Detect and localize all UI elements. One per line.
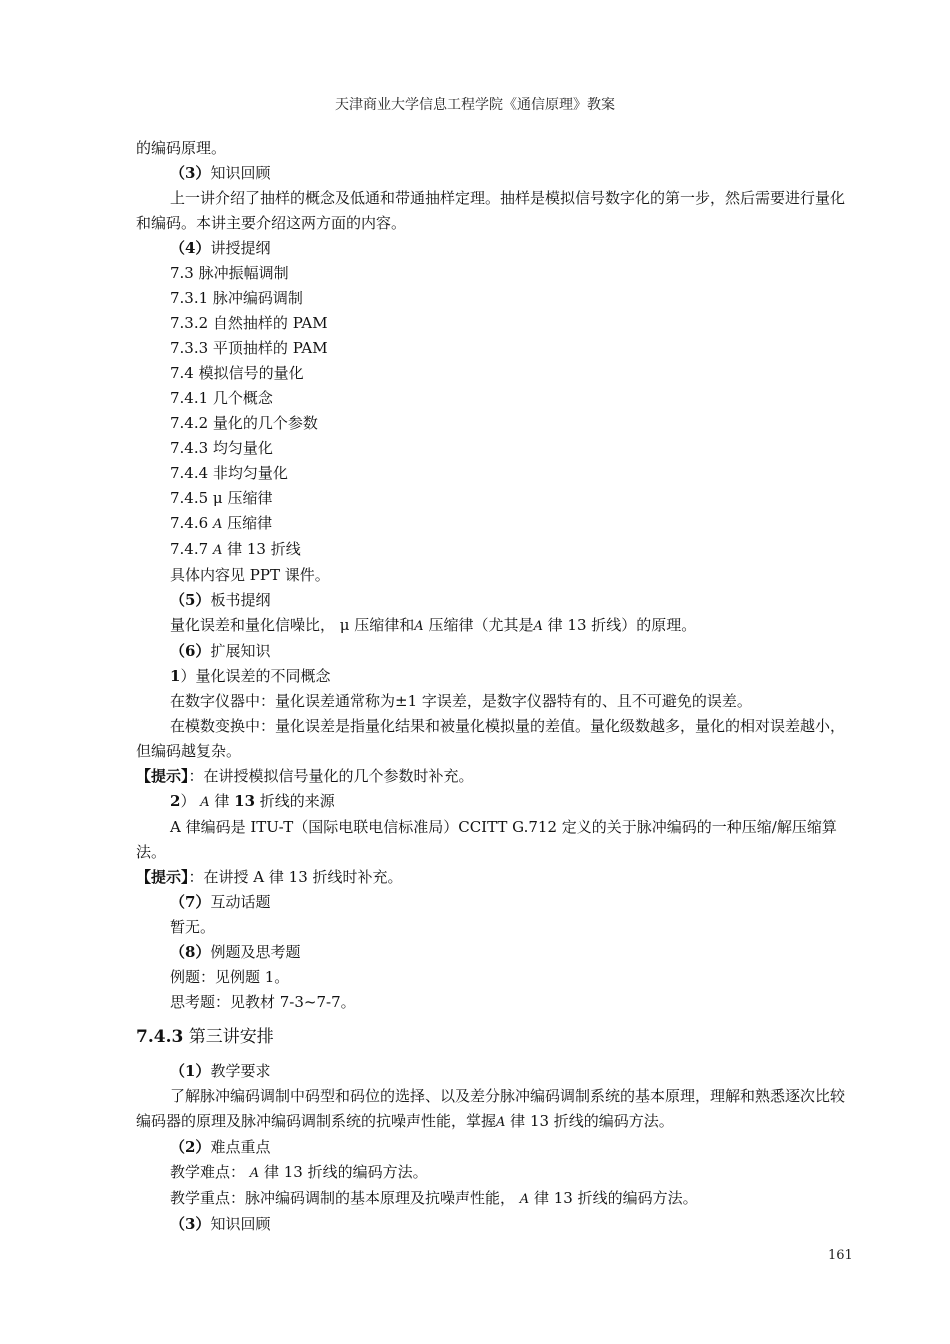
italic-symbol: A	[249, 1166, 260, 1181]
section-title: 第三讲安排	[183, 1027, 274, 1047]
hint-tag: 【提示】	[136, 767, 189, 785]
heading-number: （2）	[170, 1138, 211, 1156]
text: 律 13 折线的编码方法。	[259, 1163, 428, 1181]
italic-symbol: A	[496, 1115, 506, 1130]
text: ）	[180, 792, 201, 810]
paragraph	[136, 1160, 852, 1186]
subsection-heading	[136, 1212, 852, 1237]
outline-item: 7.4.3 均匀量化	[170, 439, 273, 457]
page-number: 161	[828, 1248, 853, 1263]
outline-item	[136, 537, 852, 563]
heading-number: （7）	[170, 893, 211, 911]
paragraph	[136, 136, 852, 161]
italic-symbol: A	[414, 619, 424, 634]
heading-number: （4）	[170, 239, 211, 257]
item-heading	[136, 664, 852, 689]
text: 压缩律（尤其是	[423, 616, 534, 634]
paragraph: 在数字仪器中：量化误差通常称为±1 字误差，是数字仪器特有的、且不可避免的误差。	[170, 692, 752, 710]
text: 量化误差和量化信噪比， μ 压缩律和	[170, 616, 415, 634]
hint-line	[136, 865, 852, 890]
outline-item: 7.3.1 脉冲编码调制	[170, 289, 303, 307]
outline-item: 7.3 脉冲振幅调制	[170, 264, 289, 282]
paragraph	[136, 1084, 852, 1135]
section-number: 7.4.3	[136, 1027, 184, 1047]
outline-item: 7.3.3 平顶抽样的 PAM	[170, 339, 328, 357]
heading-label: 难点重点	[210, 1138, 271, 1156]
text: 上一讲介绍了抽样的概念及低通和带通抽样定理。抽样是模拟信号数字化的第一步，然后需要进行量化和编码。本讲主要介绍这两方面的内容。	[136, 189, 846, 232]
subsection-heading	[136, 236, 852, 261]
paragraph: 例题：见例题 1。	[170, 968, 290, 986]
heading-number: （3）	[170, 164, 211, 182]
heading-number: （8）	[170, 943, 211, 961]
paragraph	[136, 1186, 852, 1212]
subsection-heading	[136, 639, 852, 664]
page-header: 天津商业大学信息工程学院《通信原理》教案	[335, 97, 615, 113]
outline-item: 7.3.2 自然抽样的 PAM	[170, 314, 328, 332]
paragraph: 暂无。	[170, 918, 216, 936]
outline-item: 7.4.4 非均匀量化	[170, 464, 288, 482]
subsection-heading	[136, 1135, 852, 1160]
text: 压缩律	[222, 514, 273, 532]
text: 律 13 折线的编码方法。	[529, 1189, 698, 1207]
hint-line	[136, 764, 852, 789]
item-number: 2	[170, 792, 181, 810]
heading-label: 知识回顾	[210, 164, 271, 182]
heading-label: 扩展知识	[210, 642, 271, 660]
text: ）量化误差的不同概念	[180, 667, 331, 685]
outline-item: 具体内容见 PPT 课件。	[170, 566, 330, 584]
text: 的编码原理。	[136, 139, 227, 157]
hint-tag: 【提示】	[136, 868, 189, 886]
item-heading	[136, 789, 852, 815]
italic-symbol: A	[212, 543, 223, 558]
document-body	[136, 136, 852, 1237]
heading-label: 例题及思考题	[210, 943, 301, 961]
italic-symbol: A	[200, 795, 210, 810]
text: 教学重点：脉冲编码调制的基本原理及抗噪声性能，	[170, 1189, 520, 1207]
bold-number: 13	[234, 792, 256, 810]
italic-symbol: A	[519, 1192, 530, 1207]
outline-item: 7.4.5 μ 压缩律	[170, 489, 273, 507]
heading-label: 知识回顾	[210, 1215, 271, 1233]
subsection-heading	[136, 1059, 852, 1084]
outline-item: 7.4.2 量化的几个参数	[170, 414, 318, 432]
subsection-heading	[136, 588, 852, 613]
text: 律 13 折线的编码方法。	[505, 1112, 674, 1130]
text: 了解脉冲编码调制中码型和码位的选择、以及差分脉冲编码调制系统的基本原理，理解和熟悉逐次比较编码器的原理及脉冲编码调制系统的抗噪声性能，掌握	[136, 1087, 846, 1130]
text: 折线的来源	[255, 792, 335, 810]
paragraph	[136, 186, 852, 236]
item-number: 1	[170, 667, 181, 685]
section-heading	[136, 1023, 852, 1051]
heading-label: 讲授提纲	[210, 239, 271, 257]
paragraph	[136, 613, 852, 639]
paragraph: 思考题：见教材 7-3~7-7。	[170, 993, 356, 1011]
text: 7.4.7	[170, 540, 213, 558]
paragraph: 在模数变换中：量化误差是指量化结果和被量化模拟量的差值。量化级数越多，量化的相对误差越小，但编码越复杂。	[136, 717, 846, 760]
italic-symbol: A	[212, 517, 223, 532]
heading-label: 教学要求	[210, 1062, 271, 1080]
text: ：在讲授 A 律 13 折线时补充。	[188, 868, 403, 886]
heading-number: （6）	[170, 642, 211, 660]
italic-symbol: A	[533, 619, 543, 634]
heading-number: （3）	[170, 1215, 211, 1233]
paragraph: A 律编码是 ITU-T（国际电联电信标准局）CCITT G.712 定义的关于脉冲编码的一种压缩/解压缩算法。	[136, 818, 837, 861]
text: 律	[209, 792, 235, 810]
subsection-heading	[136, 940, 852, 965]
text: 7.4.6	[170, 514, 213, 532]
outline-item: 7.4.1 几个概念	[170, 389, 273, 407]
heading-label: 板书提纲	[210, 591, 271, 609]
text: 律 13 折线	[222, 540, 301, 558]
text: 律 13 折线）的原理。	[542, 616, 697, 634]
outline-item: 7.4 模拟信号的量化	[170, 364, 304, 382]
text: ：在讲授模拟信号量化的几个参数时补充。	[188, 767, 474, 785]
subsection-heading	[136, 161, 852, 186]
text: 教学难点：	[170, 1163, 250, 1181]
heading-label: 互动话题	[210, 893, 271, 911]
outline-item	[136, 511, 852, 537]
subsection-heading	[136, 890, 852, 915]
heading-number: （5）	[170, 591, 211, 609]
heading-number: （1）	[170, 1062, 211, 1080]
